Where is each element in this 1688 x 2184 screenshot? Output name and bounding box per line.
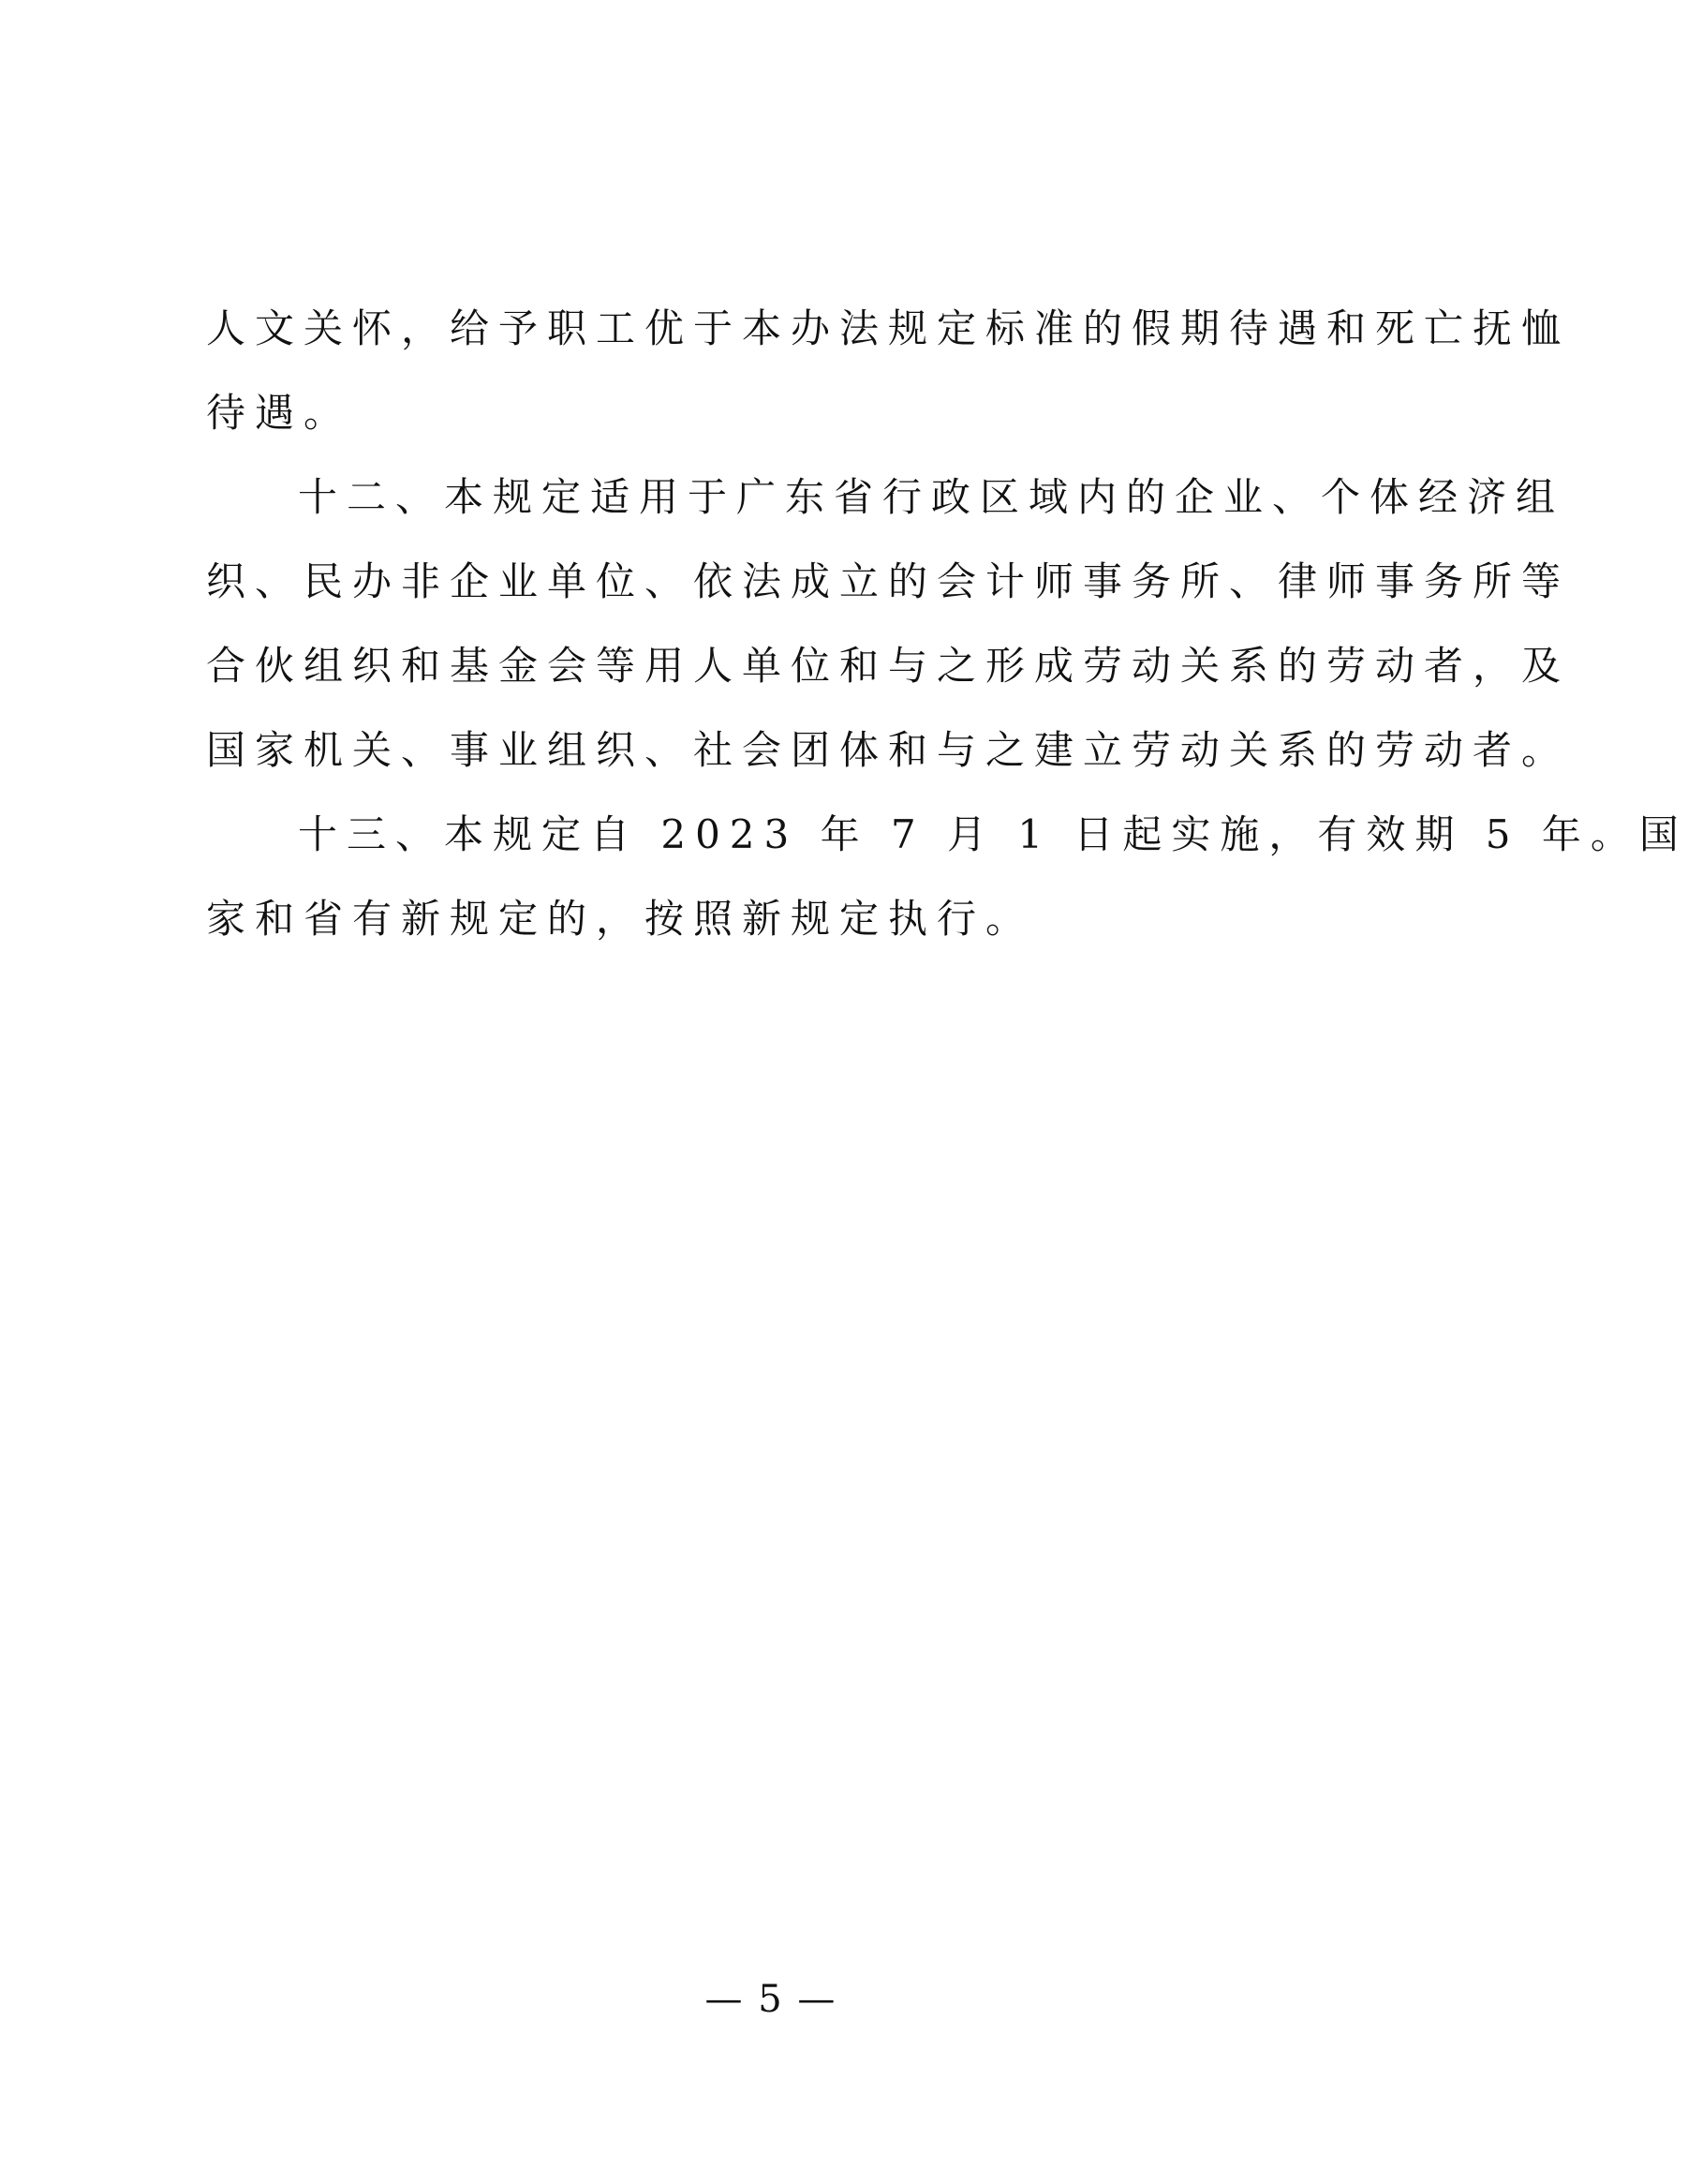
paragraph-article-13	[206, 793, 1688, 961]
paragraph-article-12	[206, 455, 1571, 793]
text-line: 合伙组织和基金会等用人单位和与之形成劳动关系的劳动者，及	[206, 643, 1571, 689]
page-number: — 5 —	[704, 1978, 837, 2021]
text-line: 十二、本规定适用于广东省行政区域内的企业、个体经济组	[298, 474, 1565, 520]
document-body	[206, 287, 1688, 961]
text-line: 十三、本规定自 2023 年 7 月 1 日起实施，有效期 5 年。国	[298, 811, 1688, 857]
paragraph-continuation	[206, 287, 1571, 455]
text-line: 织、民办非企业单位、依法成立的会计师事务所、律师事务所等	[206, 558, 1571, 604]
text-line: 待遇。	[206, 390, 353, 436]
text-line: 人文关怀，给予职工优于本办法规定标准的假期待遇和死亡抚恤	[206, 305, 1571, 351]
text-line: 国家机关、事业组织、社会团体和与之建立劳动关系的劳动者。	[206, 727, 1571, 773]
text-line: 家和省有新规定的，按照新规定执行。	[206, 896, 1035, 942]
